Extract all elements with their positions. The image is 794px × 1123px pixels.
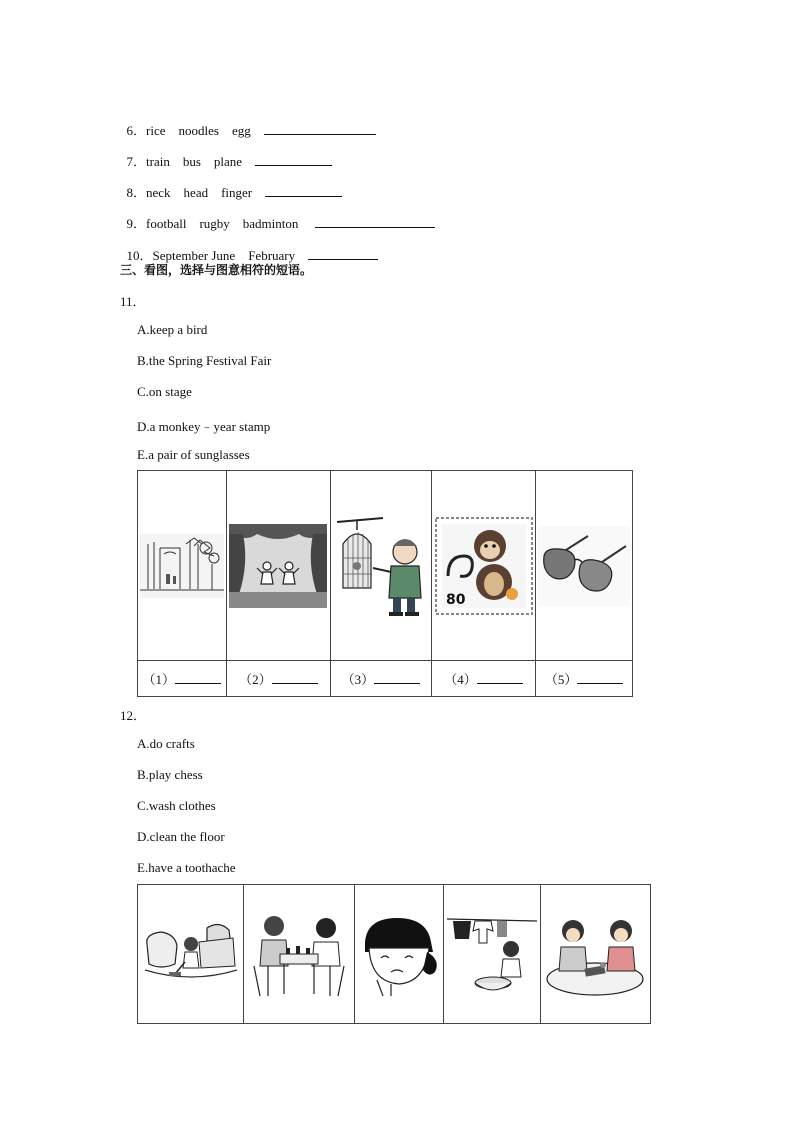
item-words: September June February (152, 248, 296, 263)
answer-blank[interactable] (255, 153, 332, 166)
answer-blank[interactable] (265, 184, 342, 197)
q11-option-b: B.the Spring Festival Fair (137, 353, 272, 368)
spring-festival-fair-icon (140, 534, 224, 598)
item-number: 6． (126, 123, 147, 138)
answer-blank[interactable] (315, 215, 435, 228)
picture-cell (443, 885, 540, 1024)
question-12-number: 12． (120, 708, 147, 723)
item-7 (120, 135, 332, 170)
sunglasses-icon (538, 526, 630, 606)
answer-cell-2[interactable]: （2） (226, 661, 330, 697)
answer-blank[interactable] (374, 671, 420, 684)
item-words: neck head finger (146, 185, 253, 200)
q11-option-d: D.a monkey﹣year stamp (137, 419, 271, 434)
section-3-title: 三、看图，选择与图意相符的短语。 (120, 263, 313, 277)
item-words: rice noodles egg (146, 123, 251, 138)
item-number: 10． (126, 248, 153, 263)
item-number: 9． (126, 216, 147, 231)
answer-blank[interactable] (477, 671, 523, 684)
answer-cell-1[interactable]: （1） (138, 661, 227, 697)
picture-cell (355, 885, 444, 1024)
toothache-icon (357, 912, 441, 996)
do-crafts-icon (543, 909, 647, 999)
question-11-number: 11． (120, 294, 146, 309)
q12-option-b: B.play chess (137, 767, 203, 782)
monkey-stamp-icon (434, 516, 534, 616)
item-words: train bus plane (146, 154, 243, 169)
q11-option-e: E.a pair of sunglasses (137, 447, 250, 462)
wash-clothes-icon (445, 909, 539, 999)
item-number: 8． (126, 185, 147, 200)
item-8 (120, 166, 342, 201)
picture-cell (540, 885, 650, 1024)
stamp-value: 80 (445, 591, 465, 608)
answer-blank[interactable] (272, 671, 318, 684)
q12-option-c: C.wash clothes (137, 798, 216, 813)
picture-cell (331, 471, 432, 661)
stage-icon (229, 524, 327, 608)
answer-blank[interactable] (175, 671, 221, 684)
picture-cell (226, 471, 330, 661)
picture-cell (536, 471, 633, 661)
q12-option-e: E.have a toothache (137, 860, 236, 875)
item-number: 7． (126, 154, 147, 169)
clean-floor-icon (141, 914, 241, 994)
picture-cell (431, 471, 536, 661)
picture-cell (138, 885, 244, 1024)
answer-blank[interactable] (264, 122, 376, 135)
bird-cage-icon (333, 514, 429, 618)
picture-cell (138, 471, 227, 661)
item-10 (120, 229, 378, 264)
q11-picture-table (137, 470, 633, 697)
answer-cell-4[interactable]: （4） (431, 661, 536, 697)
item-6 (120, 104, 376, 139)
answer-blank[interactable] (308, 247, 378, 260)
item-words: football rugby badminton (146, 216, 299, 231)
item-9 (120, 197, 435, 232)
q12-picture-table (137, 884, 651, 1024)
q11-option-a: A.keep a bird (137, 322, 208, 337)
answer-cell-5[interactable]: （5） (536, 661, 633, 697)
answer-cell-3[interactable]: （3） (331, 661, 432, 697)
play-chess-icon (246, 904, 352, 1004)
q12-option-a: A.do crafts (137, 736, 195, 751)
picture-cell (244, 885, 355, 1024)
answer-blank[interactable] (577, 671, 623, 684)
q11-option-c: C.on stage (137, 384, 192, 399)
q12-option-d: D.clean the floor (137, 829, 225, 844)
